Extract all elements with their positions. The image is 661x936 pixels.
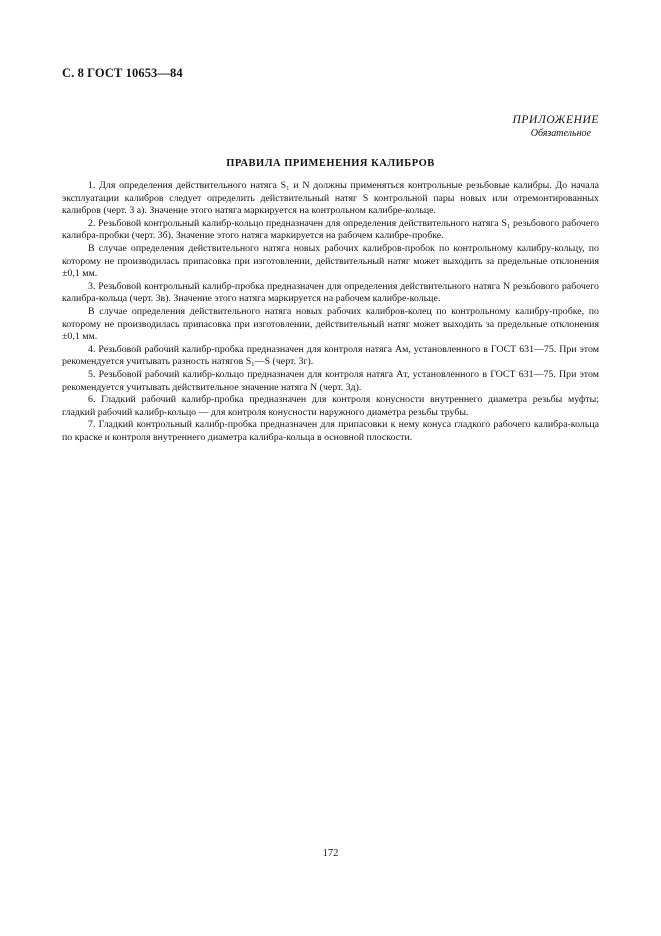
section-heading: ПРАВИЛА ПРИМЕНЕНИЯ КАЛИБРОВ	[226, 158, 435, 169]
appendix-label	[513, 113, 599, 141]
page-header: С. 8 ГОСТ 10653—84	[62, 66, 183, 80]
paragraph-2: 2. Резьбовой контрольный калибр-кольцо предназначен для определения действительного натяга S₁ резьбового рабочего калибра-пробки (черт. 3б). Значение этого натяга маркируется на рабочем калибре-пробке.	[62, 217, 599, 242]
paragraph-7: 7. Гладкий контрольный калибр-пробка предназначен для припасовки к нему конуса гладкого рабочего калибра-кольца по краске и контроля внутреннего диаметра калибра-кольца в основной плоскости.	[62, 419, 599, 443]
page-number: 172	[322, 848, 339, 859]
paragraph-4: 4. Резьбовой рабочий калибр-пробка предназначен для контроля натяга Aм, установленного в ГОСТ 631—75. При этом рекомендуется учитывать разность натягов S₁—S (черт. 3г).	[62, 343, 599, 368]
appendix-title: ПРИЛОЖЕНИЕ	[512, 114, 599, 126]
paragraph-1: 1. Для определения действительного натяга S₁ и N должны применяться контрольные резьбовые калибры. До начала эксплуатации калибров следует определить действительный натяг S контрольной пары новых или отремонтированных калибров (черт. 3 а). Значение этого натяга маркируется на контрольном калибре-кольце.	[62, 180, 599, 217]
paragraph-6: 6. Гладкий рабочий калибр-пробка предназначен для контроля конусности внутреннего диаметра резьбы муфты; гладкий рабочий калибр-кольцо — для контроля конусности наружного диаметра резьбы трубы.	[62, 394, 599, 418]
paragraph-3-note: В случае определения действительного натяга новых рабочих калибров-колец по контрольному калибру-пробке, по которому не производилась припасовка при изготовлении, действительный натяг может выходить за предельные отклонения ±0,1 мм.	[62, 305, 599, 343]
document-body	[62, 180, 599, 444]
appendix-subtitle: Обязательное	[530, 128, 591, 139]
paragraph-5: 5. Резьбовой рабочий калибр-кольцо предназначен для контроля натяга Aт, установленного в ГОСТ 631—75. При этом рекомендуется учитывать действительное значение натяга N (черт. 3д).	[62, 368, 599, 393]
paragraph-2-note: В случае определения действительного натяга новых рабочих калибров-пробок по контрольному калибру-кольцу, по которому не производилась припасовка при изготовлении, действительный натяг может выходить за предельные отклонения ±0,1 мм.	[62, 242, 599, 280]
paragraph-3: 3. Резьбовой контрольный калибр-пробка предназначен для определения действительного натяга N резьбового рабочего калибра-кольца (черт. 3в). Значение этого натяга маркируется на рабочем калибре-кольце.	[62, 280, 599, 305]
